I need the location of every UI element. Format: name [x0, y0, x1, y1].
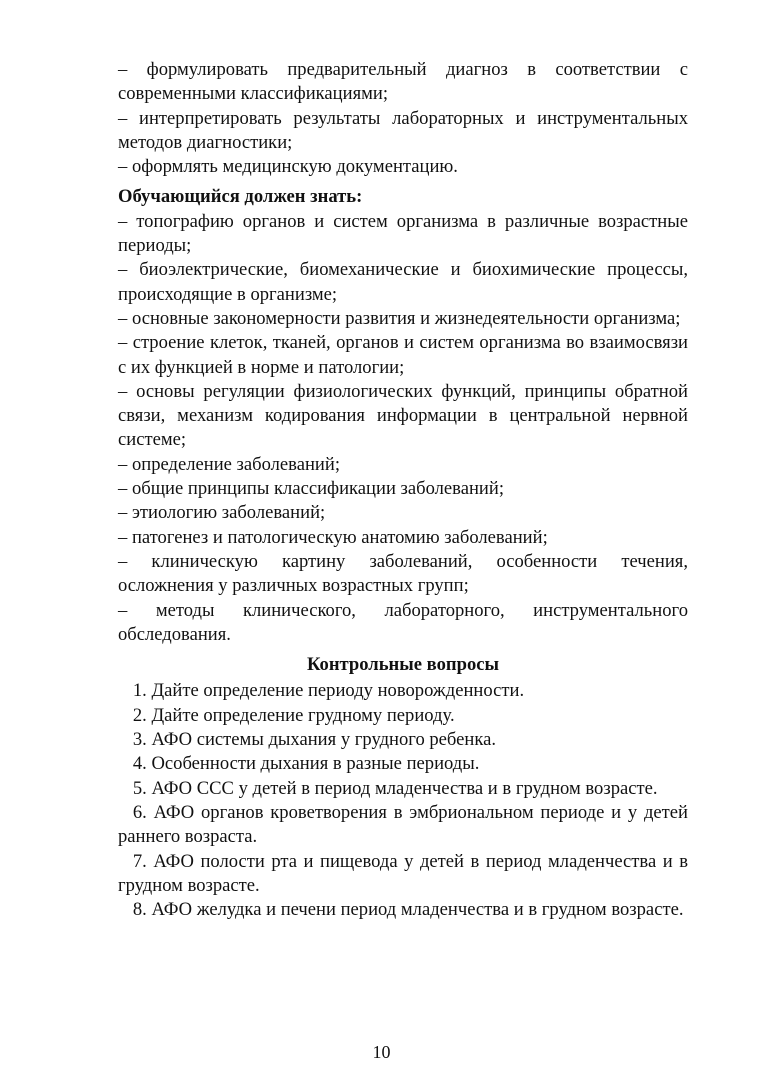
- question-5: 5. АФО ССС у детей в период младенчества и в грудном возрасте.: [132, 777, 658, 799]
- know-heading: Обучающийся должен знать:: [118, 186, 363, 208]
- know-item-8: – этиологию заболеваний;: [118, 502, 326, 524]
- question-6: 6. АФО органов кроветворения в эмбриональном периоде и у детей раннего возраста.: [118, 801, 688, 848]
- question-8: 8. АФО желудка и печени период младенчества и в грудном возрасте.: [132, 899, 684, 921]
- question-2: 2. Дайте определение грудному периоду.: [132, 704, 455, 726]
- questions-title: Контрольные вопросы: [306, 654, 500, 676]
- know-item-6: – определение заболеваний;: [118, 453, 340, 475]
- intro-item-1: – формулировать предварительный диагноз в соответствии с современными классификациями;: [118, 59, 688, 105]
- know-item-5: – основы регуляции физиологических функций, принципы обратной связи, механизм кодирования информации в центральной нервной системе;: [118, 380, 688, 451]
- know-item-9: – патогенез и патологическую анатомию заболеваний;: [118, 526, 548, 548]
- page-content: [118, 58, 688, 922]
- question-1: 1. Дайте определение периоду новорожденности.: [132, 680, 525, 702]
- know-item-7: – общие принципы классификации заболеваний;: [118, 478, 504, 500]
- know-item-3: – основные закономерности развития и жизнедеятельности организма;: [118, 307, 681, 329]
- intro-item-2: – интерпретировать результаты лабораторных и инструментальных методов диагностики;: [118, 107, 688, 153]
- know-item-1: – топографию органов и систем организма в различные возрастные периоды;: [118, 210, 688, 257]
- question-4: 4. Особенности дыхания в разные периоды.: [132, 753, 480, 775]
- question-3: 3. АФО системы дыхания у грудного ребенка.: [132, 729, 497, 751]
- know-item-10: – клиническую картину заболеваний, особенности течения, осложнения у различных возрастных групп;: [118, 550, 688, 597]
- page-number: 10: [372, 1042, 391, 1062]
- question-7: 7. АФО полости рта и пищевода у детей в период младенчества и в грудном возрасте.: [118, 850, 688, 896]
- know-item-2: – биоэлектрические, биомеханические и биохимические процессы, происходящие в организме;: [118, 259, 688, 305]
- intro-item-3: – оформлять медицинскую документацию.: [118, 156, 458, 178]
- know-item-4: – строение клеток, тканей, органов и систем организма во взаимосвязи с их функцией в норме и патологии;: [118, 332, 688, 378]
- know-item-11: – методы клинического, лабораторного, инструментального обследования.: [118, 599, 688, 645]
